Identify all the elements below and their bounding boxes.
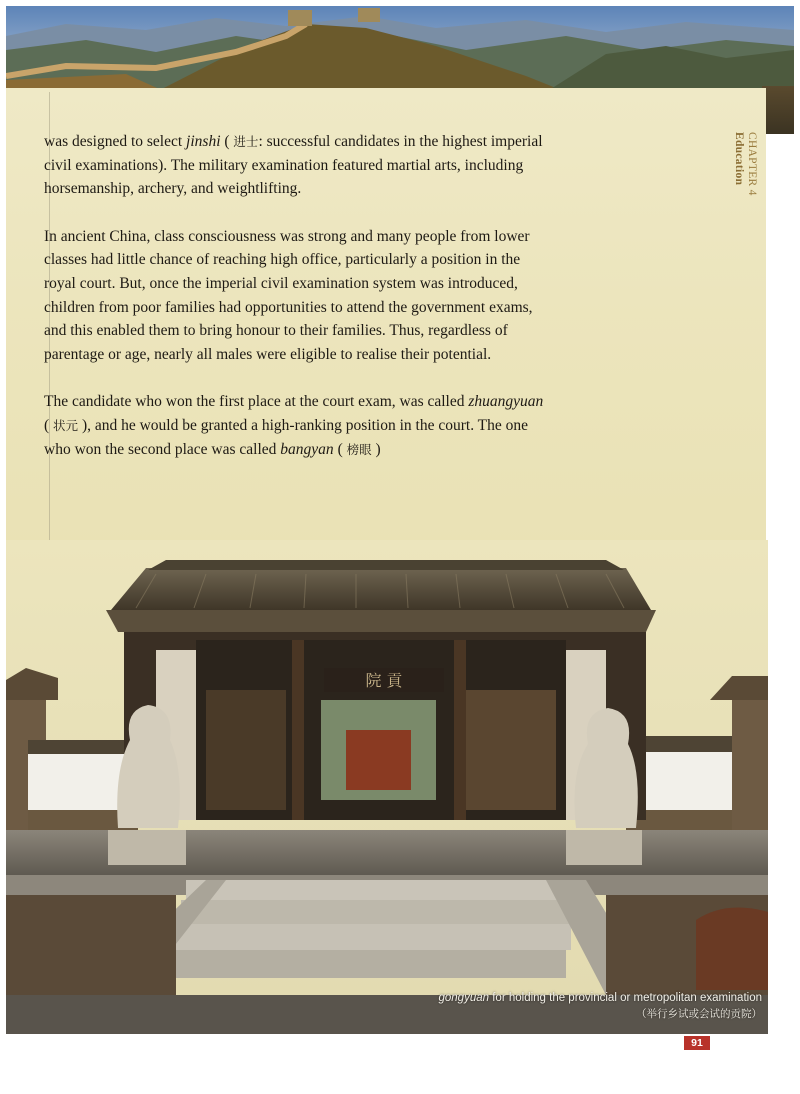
great-wall-banner-image [6, 6, 794, 92]
caption-line1: for holding the provincial or metropolitan examination [489, 992, 762, 1004]
body-text [44, 130, 549, 485]
chapter-label: CHAPTER 4 [746, 132, 758, 196]
photo-caption [439, 990, 763, 1022]
caption-term: gongyuan [438, 992, 490, 1004]
page-number: 91 [684, 1036, 710, 1050]
paragraph-1: was designed to select jinshi ( 进士: successful candidates in the highest imperial civil examinations). The military examination featured martial arts, including horsemanship, archery, and weightlifting. [44, 133, 543, 198]
paragraph-3: The candidate who won the first place at the court exam, was called zhuangyuan ( 状元 ), and he would be granted a high-ranking position in the court. The one who won the second place was called bangyan ( 榜眼 ) [44, 393, 544, 458]
chapter-title: Education [733, 132, 745, 186]
cjk-zhuangyuan: 状元 [53, 417, 79, 433]
term-zhuangyuan: zhuangyuan [468, 393, 544, 411]
paragraph-2: In ancient China, class consciousness was strong and many people from lower classes had little chance of reaching high office, particularly a position in the royal court. But, once the imperial civil examination system was introduced, children from poor families had opportunities to attend the government exams, and this enabled them to bring honour to their families. Thus, regardless of parentage or age, nearly all males were eligible to realise their potential. [44, 227, 533, 363]
chapter-tab [732, 132, 758, 196]
gate-plaque: 院 貢 [365, 671, 403, 690]
gongyuan-gate-photo [6, 540, 768, 1034]
cjk-jinshi: 进士 [233, 134, 259, 149]
term-bangyan: bangyan [280, 440, 334, 458]
term-jinshi: jinshi [186, 133, 221, 150]
cjk-bangyan: 榜眼 [346, 441, 372, 457]
banner-edge [762, 86, 794, 134]
caption-line2: （举行乡试或会试的贡院） [636, 1008, 762, 1020]
